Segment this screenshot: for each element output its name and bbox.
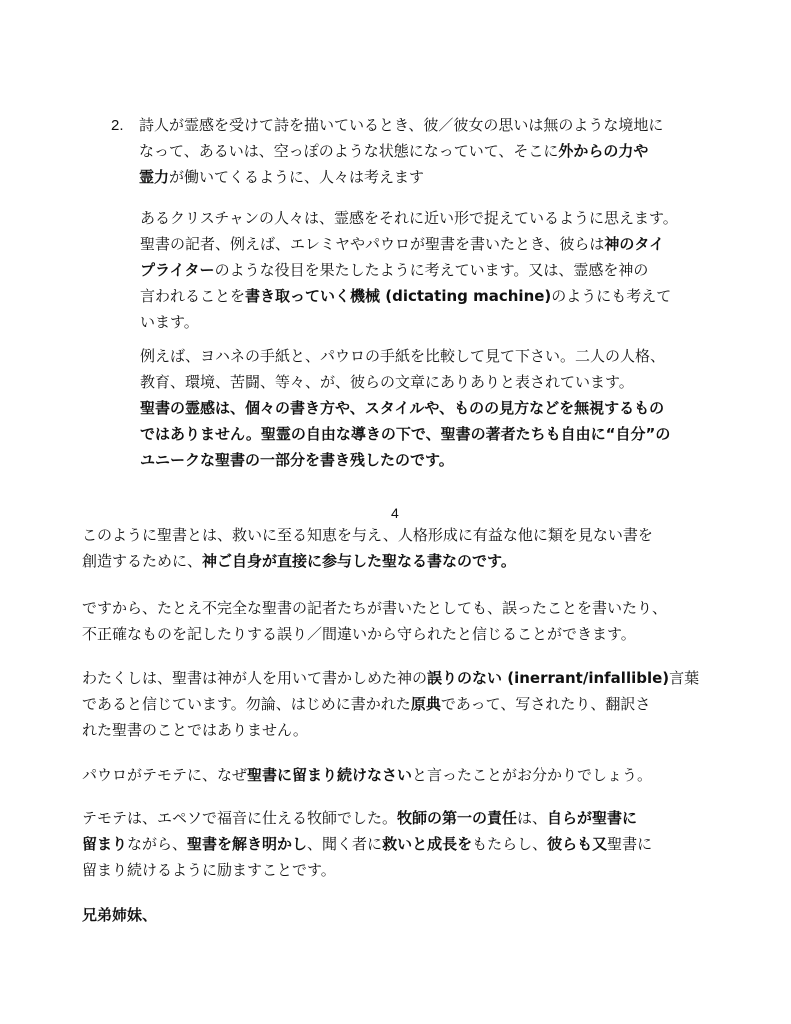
example-line-1: 例えば、ヨハネの手紙と、パウロの手紙を比較して見て下さい。二人の人格、	[140, 347, 666, 365]
paragraph-therefore	[82, 595, 667, 647]
christian-line-2: 聖書の記者、例えば、エレミヤやパウロが聖書を書いたとき、彼らは	[140, 235, 605, 253]
emphasis-typewriter-2: プライター	[140, 261, 215, 279]
page-number: 4	[391, 505, 399, 521]
timothy-line-1: テモテは、エペソで福音に仕える牧師でした。	[82, 809, 398, 827]
christian-line-4: 言われることを	[140, 287, 246, 305]
believe-line-1-end: 言葉	[669, 669, 700, 687]
item-2	[111, 112, 663, 190]
believe-line-2: であると信じています。勿論、はじめに書かれた	[82, 695, 411, 713]
paragraph-christian-view	[140, 205, 678, 335]
christian-line-1: あるクリスチャンの人々は、霊感をそれに近い形で捉えているように思えます。	[140, 209, 678, 227]
paragraph-paul	[82, 762, 652, 788]
closing-text: 兄弟姉妹、	[82, 906, 158, 924]
therefore-line-2: 不正確なものを記したりする誤り／間違いから守られたと信じることができます。	[82, 625, 636, 643]
timothy-text: 聖書に	[607, 835, 653, 853]
paul-line-1: パウロがテモテに、なぜ	[82, 766, 248, 784]
list-number: 2.	[111, 117, 124, 134]
emphasis-holy-book: 神ご自身が直接に参与した聖なる書なのです。	[202, 552, 516, 570]
example-line-4: ではありません。聖霊の自由な導きの下で、聖書の著者たちも自由に“自分”の	[140, 425, 671, 443]
emphasis-remain: 留まり	[82, 835, 128, 853]
item-2-line-2: なって、あるいは、空っぽのような状態になっていて、そこに	[139, 142, 559, 160]
christian-line-3: のような役目を果たしたように考えています。又は、霊感を神の	[214, 261, 649, 279]
paragraph-timothy	[82, 805, 652, 883]
paragraph-bible	[82, 522, 653, 574]
believe-line-1: わたくしは、聖書は神が人を用いて書かしめた神の	[82, 669, 428, 687]
emphasis-inerrant: 誤りのない (inerrant/infallible)	[427, 669, 670, 687]
believe-line-2-end: であって、写されたり、翻訳さ	[440, 695, 651, 713]
paragraph-believe	[82, 665, 699, 743]
example-line-2: 教育、環境、苦闘、等々、が、彼らの文章にありありと表されています。	[140, 373, 634, 391]
emphasis-abide: 聖書に留まり続けなさい	[247, 766, 413, 784]
therefore-line-1: ですから、たとえ不完全な聖書の記者たちが書いたとしても、誤ったことを書いたり、	[82, 599, 668, 617]
timothy-text: もたらし、	[472, 835, 548, 853]
paul-line-1-end: と言ったことがお分かりでしょう。	[412, 766, 653, 784]
paragraph-example	[140, 343, 670, 473]
emphasis-expound: 聖書を解き明かし	[187, 835, 308, 853]
bible-line-2: 創造するために、	[82, 552, 203, 570]
believe-line-3: れた聖書のことではありません。	[82, 721, 308, 739]
emphasis-outside-power: 外からの力や	[558, 142, 649, 160]
emphasis-self-abide: 自らが聖書に	[547, 809, 638, 827]
timothy-line-3: 留まり続けるように励ますことです。	[82, 861, 336, 879]
item-2-line-3: が働いてくるように、人々は考えます	[169, 168, 425, 186]
timothy-text: は、	[517, 809, 548, 827]
emphasis-typewriter-1: 神のタイ	[604, 235, 665, 253]
emphasis-spirit-power: 霊力	[139, 168, 170, 186]
christian-line-5: います。	[140, 313, 199, 331]
emphasis-original: 原典	[410, 695, 441, 713]
example-line-3: 聖書の霊感は、個々の書き方や、スタイルや、ものの見方などを無視するもの	[140, 399, 665, 417]
example-line-5: ユニークな聖書の一部分を書き残したのです。	[140, 451, 454, 469]
closing-greeting	[82, 902, 157, 928]
bible-line-1: このように聖書とは、救いに至る知恵を与え、人格形成に有益な他に類を見ない書を	[82, 526, 653, 544]
emphasis-they-also: 彼らも又	[547, 835, 608, 853]
emphasis-first-duty: 牧師の第一の責任	[397, 809, 518, 827]
emphasis-salvation-growth: 救いと成長を	[382, 835, 473, 853]
timothy-text: ながら、	[127, 835, 188, 853]
timothy-text: 、聞く者に	[307, 835, 383, 853]
christian-line-4-end: のようにも考えて	[551, 287, 672, 305]
item-2-line-1: 詩人が霊感を受けて詩を描いているとき、彼／彼女の思いは無のような境地に	[139, 116, 664, 134]
emphasis-dictating-machine: 書き取っていく機械 (dictating machine)	[245, 287, 552, 305]
